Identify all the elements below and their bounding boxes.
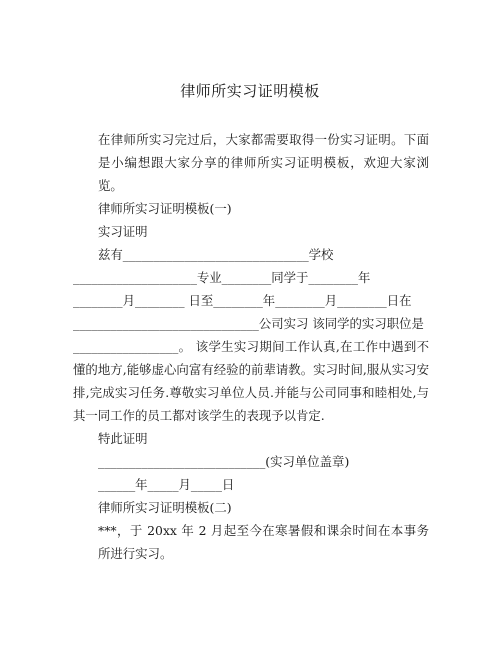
seal-line: ___________________________(实习单位盖章) (98, 454, 350, 469)
evaluation-paragraph: _________________。 该学生实习期间工作认真,在工作中遇到不懂的地方,能够虚心向富有经验的前辈请教。实习时间,服从实习安排,完成实习任务.尊敬实习单位人员.并能与公司同事和睦相处,与其一同工作的员工都对该学生的表现予以肯定. (73, 339, 429, 423)
second-template-paragraph: ***，于 20xx 年 2 月起至今在寒暑假和课余时间在本事务所进行实习。 (98, 523, 429, 561)
intro-paragraph: 在律师所实习完过后，大家都需要取得一份实习证明。下面是小编想跟大家分享的律师所实习证明模板，欢迎大家浏览。 (98, 132, 429, 193)
certificate-heading: 实习证明 (98, 224, 148, 239)
date-line: ______年_____月_____日 (98, 477, 235, 492)
form-line-dates: ________月________ 日至________年________月________日在 (73, 293, 412, 308)
form-line-company: ______________________________公司实习 该同学的实习职位是 (73, 316, 424, 331)
document-title: 律师所实习证明模板 (180, 82, 320, 100)
special-certification: 特此证明 (98, 431, 148, 446)
form-line-major: ____________________专业________同学于________年 (73, 270, 371, 285)
template-heading-2: 律师所实习证明模板(二) (98, 500, 232, 515)
document-body (73, 128, 429, 565)
form-line-school: 兹有______________________________学校 (98, 247, 334, 262)
template-heading-1: 律师所实习证明模板(一) (98, 201, 232, 216)
